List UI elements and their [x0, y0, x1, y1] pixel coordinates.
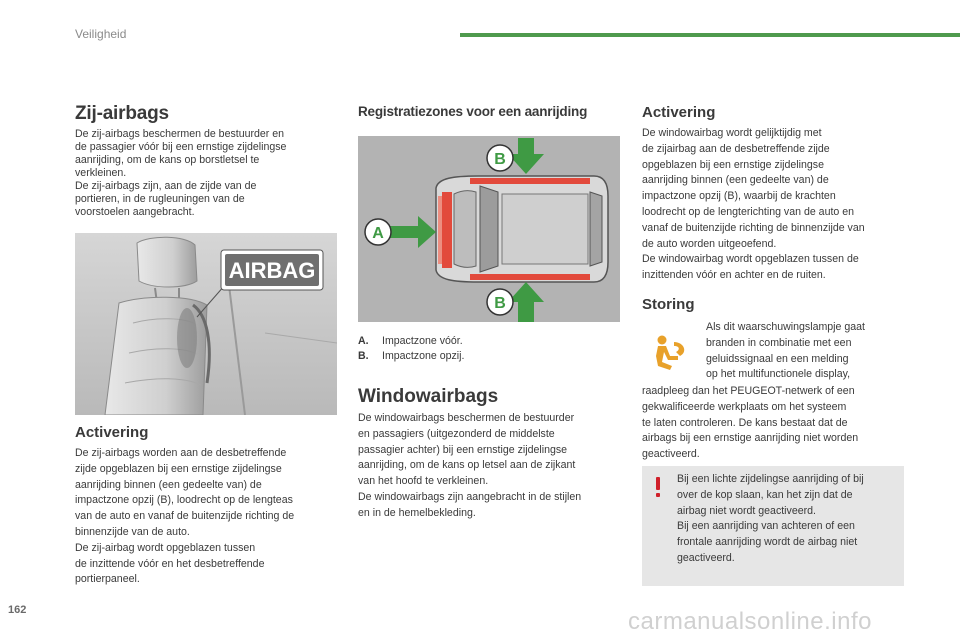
zone-b-bottom-label: B — [494, 295, 506, 312]
section-label: Veiligheid — [75, 27, 127, 41]
airbag-label-text: AIRBAG — [228, 258, 316, 283]
car-topview-illustration — [358, 136, 620, 322]
airbag-warning-lamp-icon — [650, 332, 690, 372]
registration-zones-title: Registratiezones voor een aanrijding — [358, 104, 588, 119]
legend-item-a: A. Impactzone vóór. — [358, 335, 463, 347]
activation-title-window: Activering — [642, 104, 716, 121]
exclamation-icon — [650, 476, 666, 498]
activation-text-window: De windowairbag wordt gelijktijdig met de zijairbag aan de desbetreffende zijde opgeblazen bij een ernstige zijdelingse aanrijding binnen (een gedeelte van) de impactzone opzij (B), waarbij de krachten loodrecht op de lengterichting van de auto en vanaf de buitenzijde richting de binnenzijde van de auto worden uitgeoefend. De windowairbag wordt opgeblazen tussen de inzittenden vóór en achter en de ruiten. — [642, 127, 865, 282]
accent-bar — [460, 33, 960, 37]
fault-title: Storing — [642, 296, 695, 313]
fault-text-full: raadpleeg dan het PEUGEOT-netwerk of een gekwalificeerde werkplaats om het systeem te laten controleren. De kans bestaat dat de airbags bij een ernstige aanrijding niet worden geactiveerd. — [642, 385, 859, 461]
seat-airbag-image — [75, 233, 337, 415]
legend-item-b: B. Impactzone opzij. — [358, 350, 465, 362]
side-airbags-intro: De zij-airbags beschermen de bestuurder en de passagier vóór bij een ernstige zijdelingse aanrijding, om de kans op borstletsel te verkleinen. De zij-airbags zijn, aan de zijde van de portieren, in de rugleuningen van de voorstoelen aangebracht. — [75, 128, 287, 218]
watermark: carmanualsonline.info — [628, 608, 872, 635]
window-airbags-title: Windowairbags — [358, 386, 499, 407]
impact-zones-diagram — [358, 136, 620, 322]
side-airbags-title: Zij-airbags — [75, 103, 169, 124]
fault-text-indented: Als dit waarschuwingslampje gaat branden in combinatie met een geluidssignaal en een melding op het multifunctionele display, — [706, 321, 865, 381]
seat-illustration — [75, 233, 337, 415]
zone-legend — [358, 334, 620, 364]
window-airbags-text: De windowairbags beschermen de bestuurder en passagiers (uitgezonderd de middelste passagier achter) bij een ernstige zijdelingse aanrijding, om de kans op letsel aan de zijkant van het hoofd te verkleinen. De windowairbags zijn aangebracht in de stijlen en in de hemelbekleding. — [358, 412, 582, 519]
zone-b-top-label: B — [494, 151, 506, 168]
warning-note-text: Bij een lichte zijdelingse aanrijding of bij over de kop slaan, kan het zijn dat de airbag niet wordt geactiveerd. Bij een aanrijding van achteren of een frontale aanrijding wordt de airbag niet geactiveerd. — [677, 473, 864, 564]
page-number: 162 — [8, 604, 27, 616]
activation-text-side: De zij-airbags worden aan de desbetreffende zijde opgeblazen bij een ernstige zijdelingse aanrijding binnen (een gedeelte van) de impactzone opzij (B), loodrecht op de lengteas van de auto en vanaf de buitenzijde richting de binnenzijde van de auto. De zij-airbag wordt opgeblazen tussen de inzittende vóór en het desbetreffende portierpaneel. — [75, 447, 295, 586]
activation-title-side: Activering — [75, 424, 149, 441]
zone-a-label: A — [372, 225, 384, 242]
